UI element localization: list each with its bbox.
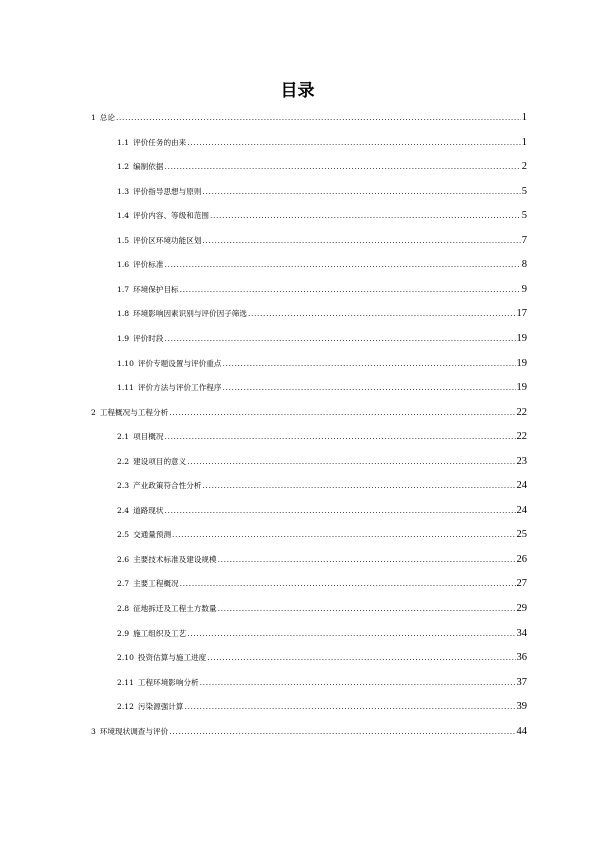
toc-entry-page-number: 37 — [516, 676, 527, 688]
toc-entry-label — [117, 331, 163, 347]
toc-entry[interactable] — [117, 233, 527, 249]
toc-entry-page-number: 5 — [521, 210, 527, 222]
toc-entry[interactable] — [117, 135, 527, 151]
toc-entry-number: 2.5 — [117, 530, 130, 540]
dot-leader — [116, 110, 521, 126]
toc-entry-title: 污染源强计算 — [137, 702, 184, 712]
toc-entry-label — [91, 405, 168, 421]
toc-entry-number: 2 — [91, 407, 96, 417]
toc-entry-label — [117, 233, 201, 249]
toc-entry-page-number: 7 — [521, 234, 527, 246]
toc-entry-label — [117, 454, 186, 470]
toc-entry-page-number: 24 — [516, 480, 527, 492]
toc-entry[interactable] — [117, 503, 527, 519]
dot-leader — [180, 282, 521, 298]
toc-entry-label — [117, 503, 163, 519]
toc-entry[interactable] — [117, 356, 527, 372]
toc-entry[interactable] — [91, 405, 527, 421]
toc-entry-label — [117, 184, 201, 200]
toc-entry-number: 2.10 — [117, 653, 134, 663]
dot-leader — [164, 159, 520, 175]
toc-entry-title: 交通量预测 — [133, 530, 172, 540]
toc-entry[interactable] — [117, 282, 527, 298]
toc-entry-page-number: 26 — [516, 553, 527, 565]
toc-entry-title: 评价任务的由来 — [133, 137, 187, 147]
toc-entry-label — [117, 699, 183, 715]
toc-entry-page-number: 27 — [516, 578, 527, 590]
toc-entry-page-number: 19 — [516, 357, 527, 369]
toc-entry-page-number: 8 — [521, 259, 527, 271]
toc-entry[interactable] — [117, 184, 527, 200]
toc-entry-title: 施工组织及工艺 — [133, 628, 187, 638]
toc-entry-number: 1.8 — [117, 309, 130, 319]
toc-entry-title: 道路现状 — [133, 505, 164, 515]
toc-entry-page-number: 17 — [516, 308, 527, 320]
toc-entry-label — [117, 552, 217, 568]
toc-entry-number: 1.9 — [117, 333, 130, 343]
dot-leader — [248, 306, 516, 322]
toc-entry-number: 2.11 — [117, 677, 134, 687]
toc-entry[interactable] — [117, 257, 527, 273]
toc-entry-number: 2.3 — [117, 481, 130, 491]
toc-entry-label — [117, 576, 179, 592]
dot-leader — [207, 650, 515, 666]
toc-entry-page-number: 22 — [516, 406, 527, 418]
toc-entry[interactable] — [117, 380, 527, 396]
dot-leader — [164, 503, 515, 519]
toc-entry-label — [117, 650, 206, 666]
toc-entry-number: 2.6 — [117, 554, 130, 564]
toc-entry-number: 2.4 — [117, 505, 130, 515]
toc-entry-title: 环境影响因素识别与评价因子筛选 — [133, 309, 247, 319]
toc-entry[interactable] — [117, 650, 527, 666]
dot-leader — [222, 356, 515, 372]
toc-entry[interactable] — [117, 552, 527, 568]
toc-entry-number: 2.7 — [117, 579, 130, 589]
dot-leader — [164, 331, 515, 347]
toc-entry-title: 征地拆迁及工程土方数量 — [133, 604, 217, 613]
toc-entry-page-number: 9 — [521, 283, 527, 295]
toc-entry-title: 项目概况 — [133, 432, 164, 442]
toc-entry-number: 1.3 — [117, 186, 130, 196]
toc-entry-title: 工程概况与工程分析 — [99, 407, 169, 417]
dot-leader — [187, 626, 515, 642]
toc-entry-page-number: 23 — [516, 455, 527, 467]
toc-entry[interactable] — [117, 478, 527, 494]
toc-entry-title: 评价时段 — [133, 333, 164, 343]
dot-leader — [187, 135, 521, 151]
toc-entry-label — [117, 306, 247, 322]
toc-entry-label — [117, 380, 221, 396]
toc-entry-label — [91, 724, 168, 740]
dot-leader — [164, 257, 520, 273]
dot-leader — [164, 429, 515, 445]
toc-entry[interactable] — [117, 159, 527, 175]
toc-entry-number: 1 — [91, 113, 96, 122]
toc-entry-title: 编制依据 — [133, 162, 164, 172]
dot-leader — [202, 184, 520, 200]
toc-entry-number: 1.7 — [117, 284, 130, 294]
toc-entry-label — [117, 601, 217, 617]
toc-entry-title: 环境现状调查与评价 — [99, 726, 169, 736]
toc-entry-page-number: 36 — [516, 652, 527, 664]
toc-entry-page-number: 24 — [516, 504, 527, 516]
dot-leader — [202, 233, 520, 249]
toc-entry-number: 1.4 — [117, 211, 130, 221]
toc-entry-page-number: 39 — [516, 701, 527, 713]
toc-entry-page-number: 1 — [521, 112, 527, 123]
toc-entry-number: 1.11 — [117, 383, 134, 393]
toc-entry-page-number: 44 — [516, 725, 527, 737]
toc-entry-title: 环境保护目标 — [133, 284, 179, 294]
toc-entry-label — [117, 626, 186, 642]
toc-entry-title: 总论 — [99, 113, 116, 122]
toc-entry-title: 评价专题设置与评价重点 — [137, 358, 222, 368]
toc-entry[interactable] — [117, 527, 527, 543]
toc-entry[interactable] — [117, 675, 527, 691]
toc-entry-number: 2.2 — [117, 456, 130, 466]
dot-leader — [210, 208, 521, 224]
toc-entry-title: 评价内容、等级和范围 — [133, 211, 210, 221]
toc-entry[interactable] — [117, 626, 527, 642]
toc-entry-title: 评价指导思想与原则 — [133, 186, 202, 196]
toc-entry-number: 2.8 — [117, 604, 130, 613]
toc-entry-number: 3 — [91, 726, 96, 736]
toc-entry-number: 1.5 — [117, 235, 130, 245]
toc-entry-title: 建设项目的意义 — [133, 456, 187, 466]
toc-entry-number: 1.10 — [117, 358, 134, 368]
toc-entry[interactable] — [117, 306, 527, 322]
toc-entry-page-number: 25 — [516, 529, 527, 541]
toc-entry-label — [117, 257, 163, 273]
toc-entry-label — [117, 208, 209, 224]
toc-entry-page-number: 19 — [516, 382, 527, 394]
toc-entry[interactable] — [91, 110, 527, 126]
toc-entry[interactable] — [117, 331, 527, 347]
toc-entry-number: 1.6 — [117, 260, 130, 270]
toc-entry-label — [117, 356, 221, 372]
toc-entry[interactable] — [117, 429, 527, 445]
page-title: 目录 — [280, 81, 315, 101]
toc-entry-number: 1.1 — [117, 137, 130, 147]
toc-entry-label — [117, 135, 186, 151]
toc-entry[interactable] — [91, 724, 527, 740]
toc-entry-page-number: 19 — [516, 332, 527, 344]
toc-entry-number: 1.2 — [117, 162, 130, 172]
toc-entry-number: 2.1 — [117, 432, 130, 442]
toc-entry-number: 2.12 — [117, 702, 134, 712]
dot-leader — [218, 601, 516, 617]
toc-entry[interactable] — [117, 208, 527, 224]
toc-entry-title: 主要工程概况 — [133, 579, 179, 589]
dot-leader — [218, 552, 516, 568]
toc-entry-label — [117, 478, 201, 494]
toc-entry-page-number: 29 — [516, 603, 527, 614]
dot-leader — [169, 724, 515, 740]
dot-leader — [180, 576, 516, 592]
toc-entry-page-number: 22 — [516, 431, 527, 443]
toc-entry-title: 产业政策符合性分析 — [133, 481, 202, 491]
toc-entry-label — [117, 429, 163, 445]
toc-entry-label — [117, 675, 199, 691]
dot-leader — [202, 478, 515, 494]
toc-entry-page-number: 1 — [521, 136, 527, 148]
toc-entry-title: 工程环境影响分析 — [137, 677, 199, 687]
dot-leader — [200, 675, 516, 691]
toc-entry-page-number: 34 — [516, 627, 527, 639]
toc-entry-label — [91, 110, 115, 126]
dot-leader — [187, 454, 515, 470]
toc-entry[interactable] — [117, 576, 527, 592]
toc-entry-title: 投资估算与施工进度 — [137, 653, 207, 663]
toc-entry-title: 评价区环境功能区划 — [133, 235, 202, 245]
toc-entry-number: 2.9 — [117, 628, 130, 638]
dot-leader — [169, 405, 515, 421]
toc-entry-title: 评价方法与评价工作程序 — [137, 383, 222, 393]
toc-entry[interactable] — [117, 601, 527, 617]
dot-leader — [184, 699, 515, 715]
toc-entry-page-number: 2 — [521, 161, 527, 173]
toc-entry-label — [117, 159, 163, 175]
dot-leader — [172, 527, 515, 543]
toc-entry-page-number: 5 — [521, 185, 527, 197]
toc-entry[interactable] — [117, 454, 527, 470]
toc-entry[interactable] — [117, 699, 527, 715]
toc-entry-label — [117, 527, 171, 543]
toc-entry-title: 主要技术标准及建设规模 — [133, 554, 217, 564]
dot-leader — [222, 380, 515, 396]
toc-entry-label — [117, 282, 179, 298]
toc-entry-title: 评价标准 — [133, 260, 164, 270]
